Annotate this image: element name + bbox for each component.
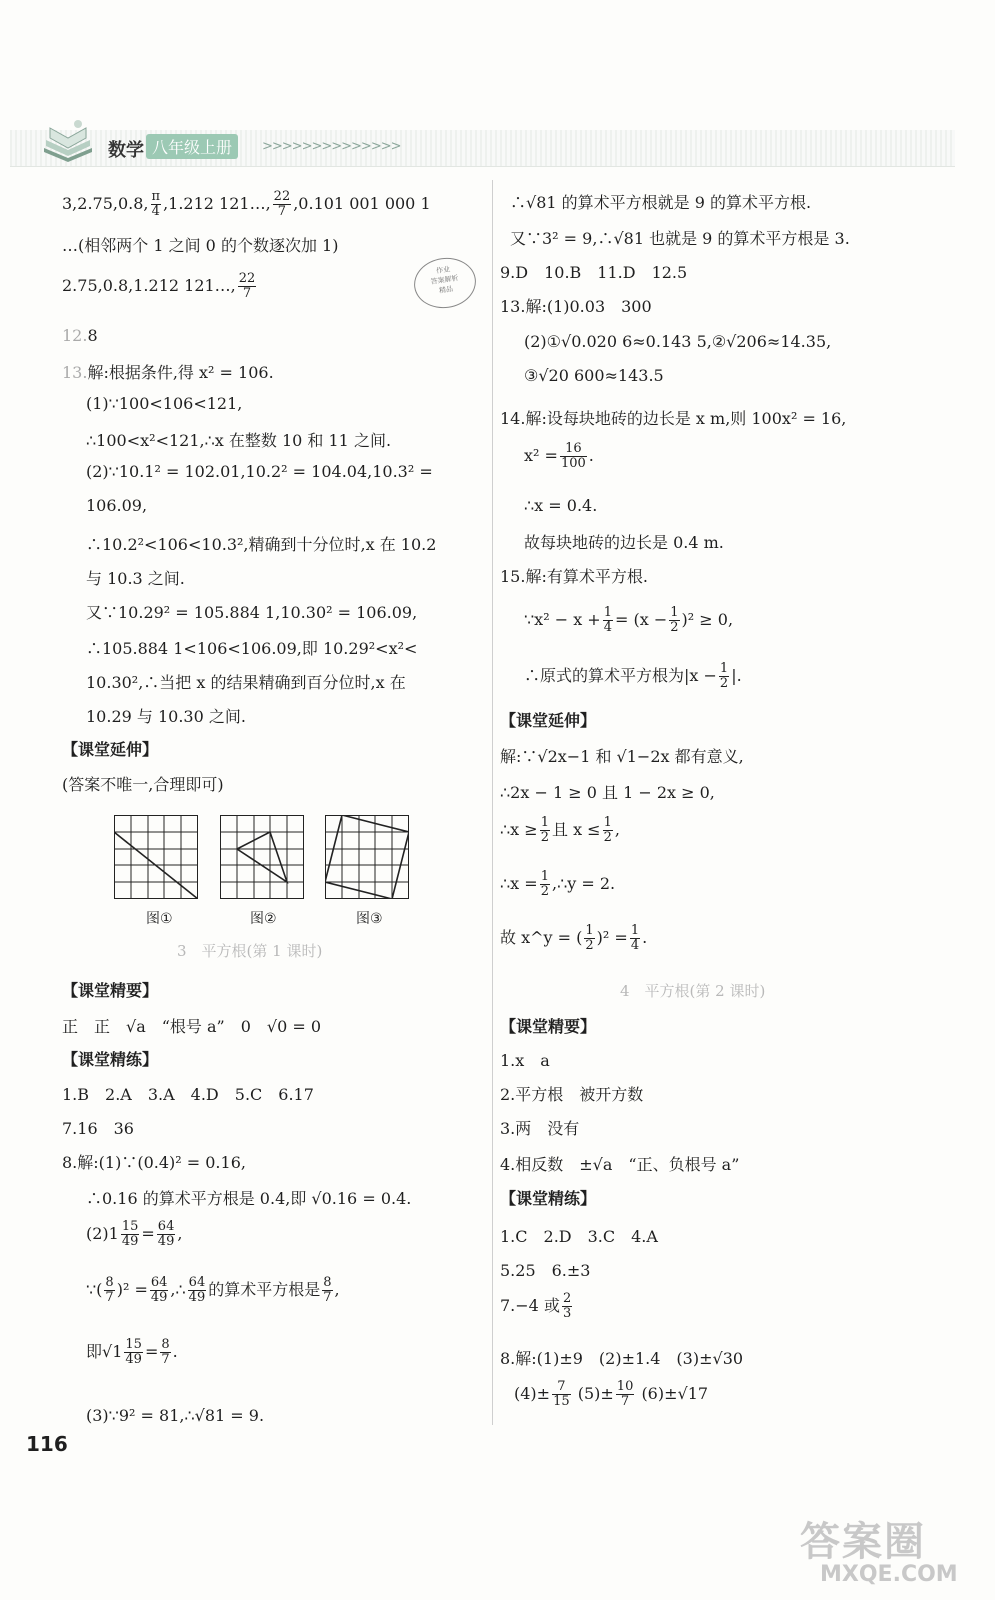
section-heading: 【课堂精练】 xyxy=(500,1189,597,1208)
answer-line: (3)∵9² = 81,∴√81 = 9. xyxy=(86,1406,265,1425)
answer-line: (1)∵100<106<121, xyxy=(86,394,243,413)
answer-line: 3,2.75,0.8, $\frac{\pi}{4}$ ,1.212 121…, $\frac{22}{7}$ ,0.101 001 000 1 xyxy=(62,189,431,219)
answer-line: 4.相反数 ±√a “正、负根号 a” xyxy=(500,1155,740,1174)
section-heading: 【课堂精要】 xyxy=(500,1017,597,1036)
answer-line: ∴105.884 1<106<106.09,即 10.29²<x²< xyxy=(86,639,418,658)
lesson-title: 4 平方根(第 2 课时) xyxy=(620,982,766,1000)
answer-line: ∴x ≥ $\frac{1}{2}$ 且 x ≤ $\frac{1}{2}$ , xyxy=(500,815,620,845)
answer-line: 2.平方根 被开方数 xyxy=(500,1085,644,1104)
answer-line: 13.解:(1)0.03 300 xyxy=(500,297,652,316)
header-chevrons: >>>>>>>>>>>>>> xyxy=(262,139,401,154)
answer-line: 9.D 10.B 11.D 12.5 xyxy=(500,263,688,282)
page-number: 116 xyxy=(26,1432,68,1456)
answer-line: 5.25 6.±3 xyxy=(500,1261,591,1280)
answer-line: 即√1 $\frac{15}{49}$ = $\frac{8}{7}$ . xyxy=(86,1337,178,1367)
answer-line: 8.解:(1)±9 (2)±1.4 (3)±√30 xyxy=(500,1349,744,1368)
answer-line: 又∵3² = 9,∴√81 也就是 9 的算术平方根是 3. xyxy=(510,229,850,248)
watermark-logo: 答案圈 xyxy=(800,1519,926,1565)
column-divider xyxy=(492,180,493,1425)
answer-line: (2)①√0.020 6≈0.143 5,②√206≈14.35, xyxy=(524,332,832,351)
answer-line: 正 正 √a “根号 a” 0 √0 = 0 xyxy=(62,1017,322,1036)
answer-note: (答案不唯一,合理即可) xyxy=(62,775,224,794)
book-icon xyxy=(40,118,96,162)
answer-line: (4)± $\frac{7}{15}$ (5)± $\frac{10}{7}$ (6)±√17 xyxy=(514,1379,709,1409)
answer-line: ∵( $\frac{8}{7}$ )² = $\frac{64}{49}$ ,∴ $\frac{64}{49}$ 的算术平方根是 $\frac{8}{7}$ , xyxy=(86,1275,340,1305)
answer-line: 106.09, xyxy=(86,496,148,515)
answer-line: 10.30²,∴当把 x 的结果精确到百分位时,x 在 xyxy=(86,673,406,692)
section-heading: 【课堂延伸】 xyxy=(500,711,597,730)
figure-caption: 图② xyxy=(250,911,277,927)
grid-figure-3 xyxy=(325,815,409,899)
answer-line: ∵x² − x + $\frac{1}{4}$ = (x − $\frac{1}{2}$ )² ≥ 0, xyxy=(524,605,734,635)
answer-line: 故 x^y = ( $\frac{1}{2}$ )² = $\frac{1}{4}$ . xyxy=(500,923,648,953)
answer-line: 与 10.3 之间. xyxy=(86,569,185,588)
answer-line: ∴100<x²<121,∴x 在整数 10 和 11 之间. xyxy=(86,431,392,450)
answer-line: 15.解:有算术平方根. xyxy=(500,567,648,586)
grid-figure-1 xyxy=(114,815,198,899)
answer-line: 8.解:(1)∵(0.4)² = 0.16, xyxy=(62,1153,246,1172)
answer-12: 12.8 xyxy=(62,326,98,345)
answer-line: 14.解:设每块地砖的边长是 x m,则 100x² = 16, xyxy=(500,409,847,428)
answer-line: 1.B 2.A 3.A 4.D 5.C 6.17 xyxy=(62,1085,314,1104)
grade-label: 八年级上册 xyxy=(146,134,238,159)
section-heading: 【课堂精练】 xyxy=(62,1050,159,1069)
answer-line: 1.x a xyxy=(500,1051,550,1070)
answer-line: ③√20 600≈143.5 xyxy=(524,366,664,385)
answer-line: ∴√81 的算术平方根就是 9 的算术平方根. xyxy=(510,193,812,212)
answer-line: ∴x = 0.4. xyxy=(524,496,598,515)
answer-13: 13.解:根据条件,得 x² = 106. xyxy=(62,363,274,382)
section-heading: 【课堂延伸】 xyxy=(62,740,159,759)
answer-line: ∴2x − 1 ≥ 0 且 1 − 2x ≥ 0, xyxy=(500,783,715,802)
answer-line: 1.C 2.D 3.C 4.A xyxy=(500,1227,658,1246)
answer-line: 7.−4 或 $\frac{2}{3}$ xyxy=(500,1291,572,1321)
answer-line: 解:∵√2x−1 和 √1−2x 都有意义, xyxy=(500,747,744,766)
watermark-url: MXQE.COM xyxy=(820,1562,958,1587)
lesson-title: 3 平方根(第 1 课时) xyxy=(177,942,323,960)
subject-title: 数学 xyxy=(108,140,144,161)
answer-line: 2.75,0.8,1.212 121…, $\frac{22}{7}$ xyxy=(62,271,256,301)
answer-line: (2)1 $\frac{15}{49}$ = $\frac{64}{49}$ , xyxy=(86,1219,183,1249)
answer-line: …(相邻两个 1 之间 0 的个数逐次加 1) xyxy=(62,236,339,255)
figure-caption: 图① xyxy=(146,911,173,927)
answer-line: (2)∵10.1² = 102.01,10.2² = 104.04,10.3² = xyxy=(86,462,433,481)
answer-line: 3.两 没有 xyxy=(500,1119,580,1138)
answer-line: 故每块地砖的边长是 0.4 m. xyxy=(524,533,724,552)
stamp-seal: 作业 答案解析 精品 xyxy=(411,254,479,312)
answer-line: ∴0.16 的算术平方根是 0.4,即 √0.16 = 0.4. xyxy=(86,1189,412,1208)
answer-line: x² = $\frac{16}{100}$ . xyxy=(524,441,594,471)
answer-line: ∴x = $\frac{1}{2}$ ,∴y = 2. xyxy=(500,869,616,899)
grid-figure-2 xyxy=(220,815,304,899)
answer-line: 10.29 与 10.30 之间. xyxy=(86,707,246,726)
answer-line: 7.16 36 xyxy=(62,1119,134,1138)
figure-caption: 图③ xyxy=(356,911,383,927)
answer-line: 又∵10.29² = 105.884 1,10.30² = 106.09, xyxy=(86,603,418,622)
answer-line: ∴10.2²<106<10.3²,精确到十分位时,x 在 10.2 xyxy=(86,535,437,554)
answer-line: ∴原式的算术平方根为|x − $\frac{1}{2}$ |. xyxy=(524,661,742,691)
section-heading: 【课堂精要】 xyxy=(62,981,159,1000)
